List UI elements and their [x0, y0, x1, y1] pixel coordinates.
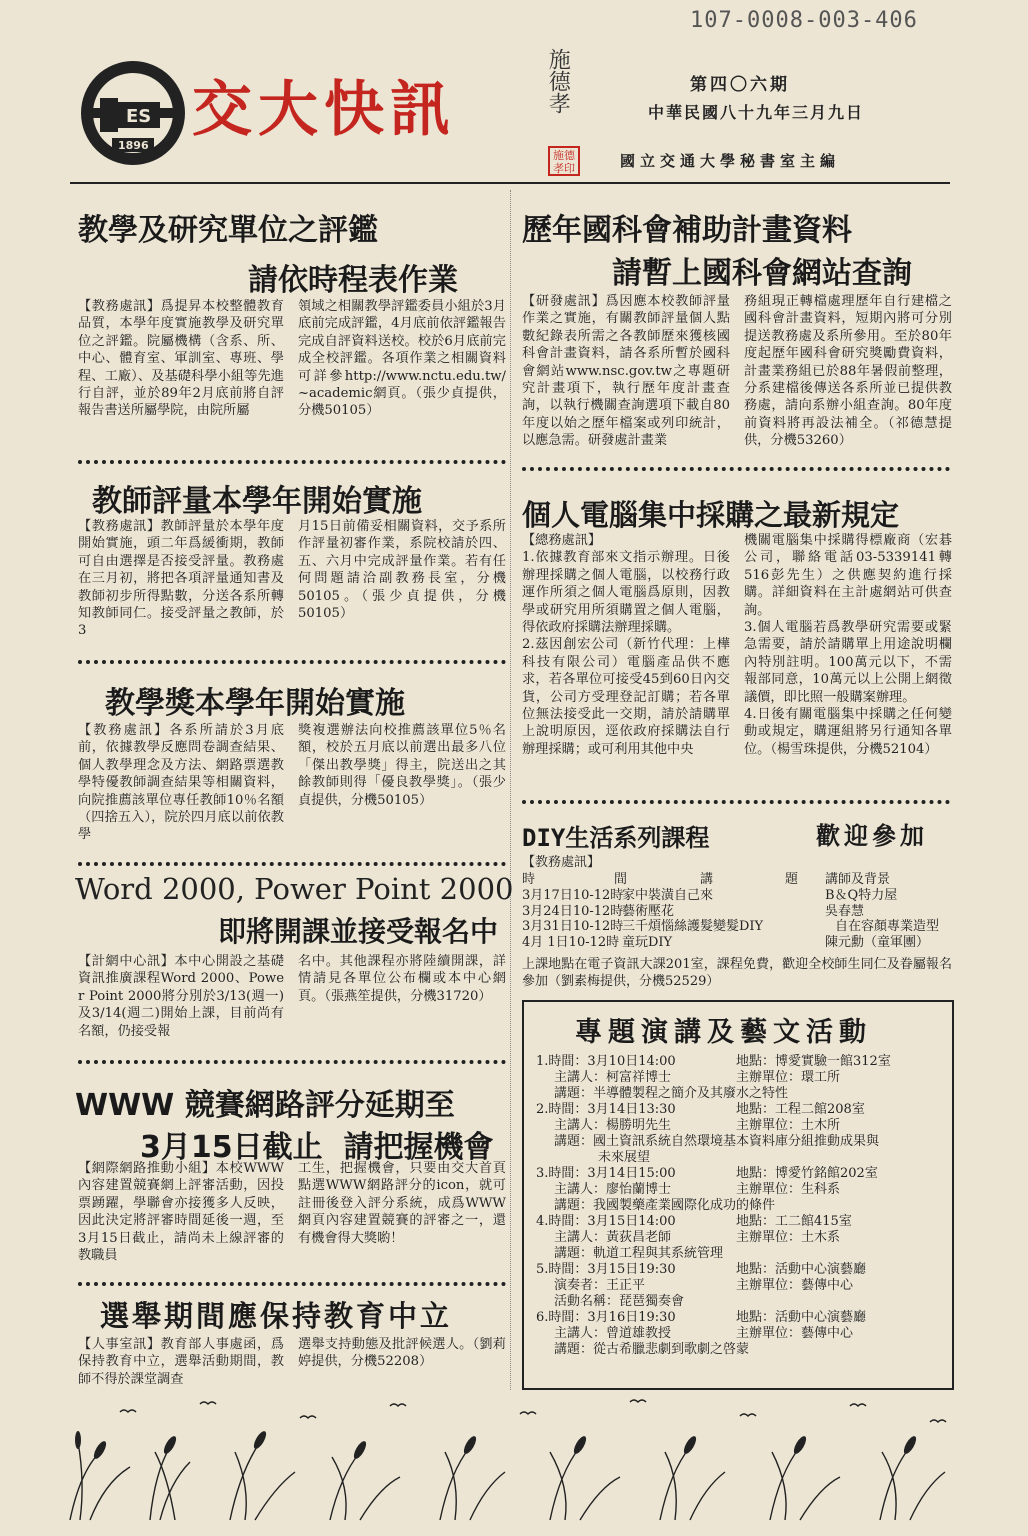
diy-course-time: 3月17日10-12時 — [522, 888, 624, 903]
talk-time: 3.時間：3月14日15:00 — [536, 1166, 676, 1181]
talk-unit: 主辦單位：環工所 — [736, 1070, 841, 1085]
dotted-separator — [522, 800, 950, 804]
talk-time: 2.時間：3月14日13:30 — [536, 1102, 676, 1117]
talk-speaker: 主講人：黃荻昌老師 — [554, 1230, 672, 1245]
diy-course-topic: 家中裝潢自己來 — [622, 888, 714, 903]
talk-place: 地點：博愛實驗一館312室 — [736, 1054, 891, 1069]
talk-time: 1.時間：3月10日14:00 — [536, 1054, 676, 1069]
word2000-body-col1: 【計網中心訊】本中心開設之基礎資訊推廣課程Word 2000、Power Point 2000將分別於3/13(週一)及3/14(週二)開始上課，目前尚有名額，仍接受報 — [78, 954, 284, 1039]
talks-list — [536, 1054, 946, 1358]
talk-topic: 講題：從古希臘悲劇到歌劇之啓蒙 — [554, 1342, 750, 1357]
www-contest-title-line1: WWW 競賽網路評分延期至 — [75, 1088, 455, 1123]
diy-course-topic: 童玩DIY — [622, 934, 673, 950]
diy-course-row — [522, 888, 939, 904]
talk-unit: 主辦單位：生科系 — [736, 1182, 841, 1197]
talk-place: 地點：活動中心演藝廳 — [736, 1310, 867, 1325]
nsc-title-line2: 請暫上國科會網站查詢 — [612, 256, 912, 291]
diy-header-speaker: 講師及背景 — [825, 872, 891, 887]
teaching-award-body-col2: 獎複選辦法向校推薦該單位5％名額，校於五月底以前選出最多八位「傑出教學獎」得主，院送出之其餘教師則得「優良教學獎」。（張少貞提供，分機50105） — [298, 723, 506, 808]
diy-header-topic2: 題 — [785, 872, 799, 887]
teacher-eval-title: 教師評量本學年開始實施 — [92, 484, 422, 519]
talk-item — [536, 1310, 946, 1358]
diy-source: 【教務處訊】 — [522, 855, 601, 870]
diy-course-speaker: B＆Q特力屋 — [825, 888, 898, 903]
www-contest-body-col1: 【網際網路推動小組】本校WWW內容建置競賽網上評審活動，因投票踴躍，學聯會亦接獲多人反映，因此決定將評審時間延後一週，至3月15日截止，請尚未上線評審的教職員 — [78, 1161, 284, 1264]
www-contest-body-col2: 工生，把握機會，只要由交大首頁點選WWW網路評分的icon，就可註冊後登入評分系統，成爲WWW網頁內容建置競賽的評審之一，還有機會得大獎喲！ — [298, 1161, 506, 1246]
dotted-separator — [78, 862, 506, 866]
election-title: 選舉期間應保持教育中立 — [100, 1299, 453, 1333]
dotted-separator — [78, 1060, 506, 1064]
talk-speaker: 主講人：廖怡蘭博士 — [554, 1182, 672, 1197]
university-logo — [78, 58, 188, 168]
logo-year: 1896 — [118, 139, 149, 152]
evaluation-body-col1: 【教務處訊】爲提昇本校整體教育品質，本學年度實施教學及研究單位之評鑑。院屬機構（含系、所、中心、體育室、軍訓室、專班、學程、工廠）、及基礎科學小組等先進行自評，並於89年2月底前將自評報告書送所屬學院，由院所屬 — [78, 299, 284, 419]
diy-course-time: 4月 1日10-12時 — [522, 934, 620, 950]
diy-course-row — [522, 904, 939, 920]
nsc-body-col2: 務組現正轉檔處理歷年自行建檔之國科會計畫資料，短期內將可分別提送教務處及系所參用。至於80年度起歷年國科會研究獎勵費資料，計畫業務組已於88年暑假前整理，分系建檔後傳送各系所並已提供教務處，請向系辦小組查詢。80年度前資料將再設法補全。（祁德慧提供，分機53260） — [744, 294, 952, 449]
red-seal-stamp: 施德孝印 — [548, 146, 580, 176]
talk-speaker: 主講人：楊勝明先生 — [554, 1118, 672, 1133]
diy-course-row — [522, 919, 939, 935]
word2000-body-col2: 名中。其他課程亦將陸續開課，詳情請見各單位公布欄或本中心網頁。（張燕笙提供，分機31720） — [298, 954, 506, 1004]
election-body-col2: 選舉支持動態及批評候選人。（劉莉婷提供，分機52208） — [298, 1337, 506, 1370]
pc-purchase-title: 個人電腦集中採購之最新規定 — [522, 498, 900, 532]
talk-place: 地點：工二館415室 — [736, 1214, 852, 1229]
talk-unit: 主辦單位：藝傳中心 — [736, 1278, 854, 1293]
talk-unit: 主辦單位：土木系 — [736, 1230, 841, 1245]
talk-place: 地點：博愛竹銘館202室 — [736, 1166, 878, 1181]
talk-item — [536, 1166, 946, 1214]
pc-purchase-body-col1: 【總務處訊】 1.依據教育部來文指示辦理。日後辦理採購之個人電腦，以校務行政運作所須之個人電腦爲原則，因教學或研究用所須購置之個人電腦，得依政府採購法辦理採購。 2.茲因創宏公司（新竹代理：上樺科技有限公司）電腦產品供不應求，若各單位可接受45到60日內交貨，公司方受理登記訂購；若各單位無法接受此一交期，請於請購單上說明原因，逕依政府採購法自行辦理採購；或可利用其他中央 — [522, 533, 730, 757]
talk-item — [536, 1102, 946, 1166]
teacher-eval-body-col1: 【教務處訊】教師評量於本學年度開始實施，頭二年爲緩衝期，教師可自由選擇是否接受評量。教務處在三月初，將把各項評量通知書及教師初步所得點數，分送各系所轉知教師同仁。接受評量之教師，於3 — [78, 519, 284, 639]
election-body-col1: 【人事室訊】教育部人事處函，爲保持教育中立，選舉活動期間，教師不得於課堂調查 — [78, 1337, 284, 1387]
nsc-title-line1: 歷年國科會補助計畫資料 — [522, 213, 852, 248]
diy-course-speaker: 自在容顏專業造型 — [835, 919, 940, 934]
talk-time: 4.時間：3月15日14:00 — [536, 1214, 676, 1229]
evaluation-title-line2: 請依時程表作業 — [248, 263, 458, 298]
teaching-award-title: 教學獎本學年開始實施 — [105, 686, 405, 721]
diy-title-welcome: 歡迎參加 — [816, 822, 928, 850]
diy-course-time: 3月24日10-12時 — [522, 903, 624, 919]
talk-item — [536, 1054, 946, 1102]
masthead-rule — [70, 182, 950, 184]
diy-course-row — [522, 935, 939, 951]
talk-speaker: 主講人：柯富祥博士 — [554, 1070, 672, 1085]
talk-speaker: 主講人：曾道雄教授 — [554, 1326, 672, 1341]
diy-course-list — [522, 888, 939, 950]
talk-time: 5.時間：3月15日19:30 — [536, 1262, 676, 1277]
diy-header-row — [522, 872, 890, 888]
teacher-eval-body-col2: 月15日前備妥相關資料，交予系所作評量初審作業，系院校請於四、五、六月中完成評量作業。若有任何問題請洽副教務長室，分機50105。（張少貞提供，分機50105） — [298, 519, 506, 622]
evaluation-body-col2: 領域之相關教學評鑑委員小組於3月底前完成評鑑，4月底前依評鑑報告完成自評資料送校。校於6月底前完成全校評鑑。各項作業之相關資料可詳參http://www.nctu.edu.tw/~academic網頁。（張少貞提供，分機50105） — [298, 299, 506, 419]
talk-place: 地點：工程二館208室 — [736, 1102, 865, 1117]
www-contest-title-line2: 3月15日截止 請把握機會 — [140, 1130, 494, 1165]
teaching-award-body-col1: 【教務處訊】各系所請於3月底前，依據教學反應問卷調查結果、個人教學理念及方法、網路票選教學特優教師調查結果等相關資料，向院推薦該單位專任教師10％名額（四捨五入），院於四月底以前依教學 — [78, 723, 284, 843]
talk-speaker: 演奏者：王正平 — [554, 1278, 646, 1293]
dotted-separator — [78, 1282, 506, 1286]
dotted-separator — [78, 660, 506, 664]
diy-header-topic1: 講 — [700, 872, 714, 887]
talk-item — [536, 1214, 946, 1262]
word2000-title-line1: Word 2000, Power Point 2000 — [75, 872, 514, 906]
column-divider — [510, 190, 512, 1390]
talk-topic-continued: 未來展望 — [598, 1150, 651, 1165]
dotted-separator — [522, 467, 950, 471]
diy-title: DIY生活系列課程 — [522, 824, 710, 852]
pc-purchase-body-col2: 機關電腦集中採購得標廠商（宏碁公司，聯絡電話03-5339141轉516彭先生）之供應契約進行採購。詳細資料在主計處網站可供查詢。 3.個人電腦若爲教學研究需要或緊急需要，請於請購單上用途說明欄內特別註明。100萬元以下，不需報部同意，10萬元以上公開上網徵議價，即比照一般購案辦理。 4.日後有關電腦集中採購之任何變動或規定，購運組將另行通知各單位。（楊雪珠提供，分機52104） — [744, 533, 952, 757]
talk-topic: 活動名稱：琵琶獨奏會 — [554, 1294, 685, 1309]
diy-course-topic: 藝術壓花 — [622, 903, 675, 919]
evaluation-title-line1: 教學及研究單位之評鑑 — [78, 213, 378, 248]
issue-date: 中華民國八十九年三月九日 — [648, 103, 865, 122]
diy-header-time2: 間 — [614, 872, 628, 887]
diy-course-speaker: 吳春慧 — [825, 903, 865, 919]
diy-header-time1: 時 — [522, 872, 536, 887]
talks-title: 專題演講及藝文活動 — [575, 1017, 872, 1048]
talk-topic: 講題：國土資訊系統自然環境基本資料庫分組推動成果與 — [554, 1134, 880, 1149]
diy-course-topic: 三千煩惱絲護髮變髮DIY — [622, 919, 764, 934]
issue-number: 第四〇六期 — [690, 75, 790, 95]
publisher: 國立交通大學秘書室主編 — [620, 152, 841, 170]
talk-unit: 主辦單位：藝傳中心 — [736, 1326, 854, 1341]
nsc-body-col1: 【研發處訊】爲因應本校教師評量作業之實施，有關教師評量個人點數紀錄表所需之各教師歷來獲核國科會計畫資料，請各系所暫於國科會網站www.nsc.gov.tw之專題研究計畫項下，執行歷年度計畫查詢，以執行機關查詢選項下載自80年度以始之歷年檔案或列印統計，以應急需。研發處計畫業 — [522, 294, 730, 449]
talk-topic: 講題：我國製藥產業國際化成功的條件 — [554, 1198, 776, 1213]
calligraphy-signature: 施德孝 — [545, 48, 571, 114]
talk-unit: 主辦單位：土木所 — [736, 1118, 841, 1133]
talk-topic: 講題：半導體製程之簡介及其廢水之特性 — [554, 1086, 789, 1101]
handwritten-archive-number: 107-0008-003-406 — [690, 8, 918, 33]
dotted-separator — [78, 460, 506, 464]
diy-course-time: 3月31日10-12時 — [522, 919, 624, 934]
talk-time: 6.時間：3月16日19:30 — [536, 1310, 676, 1325]
talk-item — [536, 1262, 946, 1310]
talk-place: 地點：活動中心演藝廳 — [736, 1262, 867, 1277]
word2000-title-line2: 即將開課並接受報名中 — [218, 915, 499, 948]
masthead-title: 交大快訊 — [192, 75, 456, 145]
logo-letters: ES — [126, 106, 152, 127]
reeds-and-birds-illustration — [60, 1392, 960, 1522]
talk-topic: 講題：軌道工程與其系統管理 — [554, 1246, 724, 1261]
diy-course-speaker: 陳元勳（童軍團） — [825, 934, 930, 950]
diy-footer: 上課地點在電子資訊大課201室，課程免費，歡迎全校師生同仁及眷屬報名參加（劉素梅提供，分機52529） — [522, 957, 952, 990]
